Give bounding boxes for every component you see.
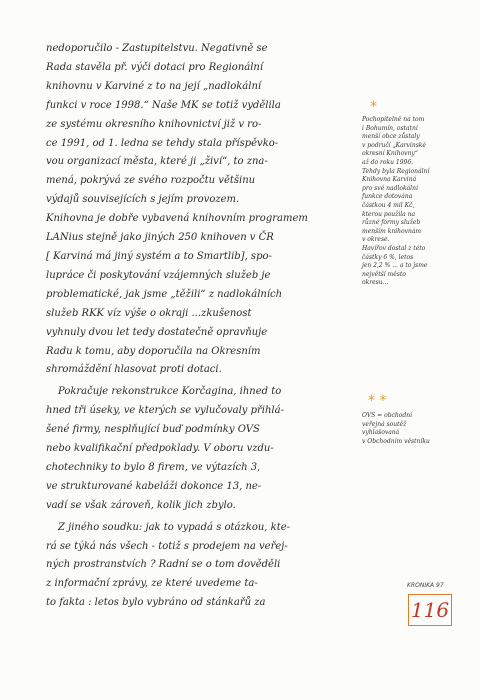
text-line: výdajů souvisejících s jejím provozem. [46, 194, 240, 206]
text-line: služeb RKK víz výše o okraji ...zkušenost [46, 307, 252, 319]
paragraph-public-vending [46, 519, 346, 614]
note-line: částkou 4 mil Kč, [362, 201, 415, 209]
note-line: pro své nadlokální [362, 184, 418, 192]
note-line: v Obchodním věstníku [362, 437, 430, 445]
note-line: Pochopitelně na tom [362, 116, 425, 123]
text-line: knihovnu v Karviné z to na její „nadlokální [46, 80, 262, 92]
text-line: šené firmy, nesplňující buď podmínky OVS [46, 424, 260, 436]
main-text-column [46, 40, 346, 616]
note-line: OVS = obchodní [362, 412, 413, 419]
text-line: Radu k tomu, aby doporučila na Okresním [46, 345, 261, 357]
note-line: veřejná soutěž [362, 420, 407, 428]
text-line: nedoporučilo - Zastupitelstvu. Negativně se [46, 43, 268, 54]
double-asterisk-marker: * * [368, 393, 387, 409]
note-line: Knihovna Karviná [362, 176, 417, 184]
text-line: problematické, jak jsme „těžili“ z nadlokálních [46, 288, 283, 300]
note-line: kterou použila na [362, 210, 416, 218]
text-line: [ Karviná má jiný systém a to Smartlib], spo- [46, 250, 272, 262]
text-line: chotechniky to bylo 8 firem, ve výtazích 3, [46, 461, 261, 473]
note-line: menší obce zůstaly [362, 133, 420, 141]
asterisk-marker: * [370, 99, 377, 115]
text-line: lupráce či poskytování vzájemných služeb je [46, 269, 271, 281]
paragraph-reconstruction [46, 383, 346, 515]
text-line: Rada stavěla př. výči dotaci pro Regionální [46, 61, 264, 73]
text-line: z informační zprávy, ze které uvedeme ta- [46, 578, 258, 590]
text-line: ze systému okresního knihovnictví již v ro- [46, 118, 262, 130]
text-line: vou organizací města, které ji „živí“, to zna- [46, 156, 268, 168]
note-line: různé formy služeb [362, 219, 421, 227]
text-line: nebo kvalifikační předpoklady. V oboru vzdu- [46, 443, 274, 455]
note-line: až do roku 1996. [362, 158, 414, 166]
margin-note-library-history [362, 116, 462, 288]
note-line: okresu... [362, 279, 389, 287]
note-line: vyhlašovaná [362, 429, 400, 437]
page-number: 116 [408, 594, 452, 626]
text-line: rá se týká nás všech - totiž s prodejem na veřej- [46, 540, 288, 552]
margin-note-ovs-definition [362, 412, 458, 446]
note-line: okresní Knihovny“ [362, 150, 418, 158]
note-line: Tehdy byla Regionální [362, 167, 430, 175]
text-line: LANius stejně jako jiných 250 knihoven v ČR [46, 232, 274, 244]
text-line: ve strukturované kabeláži dokonce 13, ne- [46, 480, 262, 492]
note-line: částky 6 %, letos [362, 253, 414, 261]
text-line: Z jiného soudku: jak to vypadá s otázkou, kte- [58, 521, 291, 533]
text-line: Pokračuje rekonstrukce Korčagina, ihned to [58, 386, 282, 398]
text-line: vyhnuly dvou let tedy dostatečně opravňuje [46, 326, 268, 338]
paragraph-council-dotation [46, 40, 346, 380]
text-line: vadí se však zároveň, kolik jich zbylo. [46, 499, 236, 511]
text-line: ných prostranstvích ? Radní se o tom dověděli [46, 559, 281, 571]
note-line: i Bohumín, ostatní [362, 124, 418, 132]
note-line: funkce dotována [362, 193, 413, 201]
text-line: shromáždění hlasovat proti dotaci. [46, 364, 222, 376]
text-line: funkci v roce 1998.“ Naše MK se totiž vydělila [46, 99, 281, 111]
note-line: jen 2,2 % ... a to jsme [362, 262, 428, 270]
text-line: Knihovna je dobře vybavená knihovním programem [46, 213, 308, 225]
text-line: ce 1991, od 1. ledna se tehdy stala příspěvko- [46, 137, 279, 149]
text-line: hned tři úseky, ve kterých se vylučovaly přihlá- [46, 405, 284, 417]
text-line: mená, pokrývá ze svého rozpočtu většinu [46, 175, 256, 187]
note-line: největší město [362, 270, 406, 278]
note-line: v okrese. [362, 236, 390, 244]
note-line: menším knihovnám [362, 227, 422, 235]
note-line: v područí „Karvinské [362, 141, 426, 149]
text-line: to fakta : letos bylo vybráno od stánkařů za [46, 597, 266, 609]
note-line: Havířov dostal z této [362, 244, 426, 252]
chronicle-label: KRONIKA 97 [407, 582, 444, 589]
